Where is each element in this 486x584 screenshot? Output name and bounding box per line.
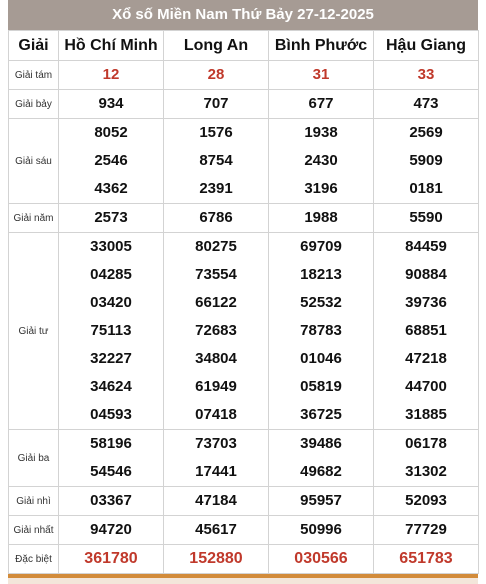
prize-cell — [164, 119, 269, 204]
prize-cell — [374, 233, 479, 430]
prize-row — [9, 90, 479, 119]
prize-number: 80275 — [195, 238, 237, 255]
prize-number: 66122 — [195, 294, 237, 311]
prize-number: 58196 — [90, 435, 132, 452]
prize-number: 1988 — [304, 209, 338, 226]
prize-row — [9, 61, 479, 90]
prize-number: 34804 — [195, 350, 237, 367]
prize-label: Giải nhì — [9, 487, 59, 516]
prize-number: 31302 — [405, 463, 447, 480]
prize-number: 8052 — [94, 124, 128, 141]
prize-cell — [374, 487, 479, 516]
results-title: Xổ số Miền Nam Thứ Bảy 27-12-2025 — [8, 0, 478, 30]
prize-cell — [269, 233, 374, 430]
prize-number: 651783 — [399, 550, 453, 567]
prize-row — [9, 545, 479, 574]
prize-cell — [59, 430, 164, 487]
prize-cell — [374, 61, 479, 90]
prize-number: 030566 — [294, 550, 348, 567]
prize-number: 52093 — [405, 492, 447, 509]
prize-number: 78783 — [300, 322, 342, 339]
prize-cell — [374, 516, 479, 545]
prize-number: 28 — [207, 66, 225, 83]
prize-row — [9, 119, 479, 204]
prize-number: 77729 — [405, 521, 447, 538]
prize-row — [9, 516, 479, 545]
prize-number: 03420 — [90, 294, 132, 311]
prize-number: 361780 — [84, 550, 138, 567]
prize-number: 52532 — [300, 294, 342, 311]
prize-number: 06178 — [405, 435, 447, 452]
prize-cell — [269, 204, 374, 233]
province-header: Long An — [164, 31, 269, 61]
prize-cell — [164, 90, 269, 119]
prize-number: 473 — [413, 95, 439, 112]
prize-number: 39736 — [405, 294, 447, 311]
prize-number: 2391 — [199, 180, 233, 197]
footer-strip — [8, 574, 478, 584]
province-header: Bình Phước — [269, 31, 374, 61]
prize-number: 54546 — [90, 463, 132, 480]
prize-number: 2569 — [409, 124, 443, 141]
prize-cell — [269, 119, 374, 204]
table-header-row — [9, 31, 479, 61]
prize-row — [9, 430, 479, 487]
prize-cell — [269, 516, 374, 545]
prize-number: 33 — [417, 66, 435, 83]
prize-cell — [59, 516, 164, 545]
prize-number: 47218 — [405, 350, 447, 367]
prize-cell — [269, 430, 374, 487]
prize-number: 31 — [312, 66, 330, 83]
prize-number: 2430 — [304, 152, 338, 169]
prize-number: 152880 — [189, 550, 243, 567]
prize-cell — [164, 487, 269, 516]
prize-label: Giải nhất — [9, 516, 59, 545]
prize-number: 12 — [102, 66, 120, 83]
prize-number: 90884 — [405, 266, 447, 283]
prize-number: 31885 — [405, 406, 447, 423]
lottery-results — [8, 0, 478, 584]
prize-number: 01046 — [300, 350, 342, 367]
prize-cell — [59, 90, 164, 119]
prize-cell — [59, 204, 164, 233]
province-header: Hậu Giang — [374, 31, 479, 61]
prize-column-header: Giải — [9, 31, 59, 61]
prize-cell — [59, 233, 164, 430]
prize-number: 50996 — [300, 521, 342, 538]
prize-number: 1576 — [199, 124, 233, 141]
prize-cell — [164, 430, 269, 487]
prize-number: 73703 — [195, 435, 237, 452]
results-table — [8, 30, 479, 574]
prize-number: 72683 — [195, 322, 237, 339]
prize-cell — [374, 204, 479, 233]
prize-cell — [374, 545, 479, 574]
prize-number: 07418 — [195, 406, 237, 423]
prize-cell — [374, 119, 479, 204]
prize-number: 34624 — [90, 378, 132, 395]
prize-label: Giải năm — [9, 204, 59, 233]
prize-number: 39486 — [300, 435, 342, 452]
prize-cell — [59, 487, 164, 516]
prize-cell — [59, 61, 164, 90]
prize-cell — [374, 90, 479, 119]
prize-number: 32227 — [90, 350, 132, 367]
prize-number: 5909 — [409, 152, 443, 169]
prize-number: 45617 — [195, 521, 237, 538]
prize-number: 2573 — [94, 209, 128, 226]
prize-number: 47184 — [195, 492, 237, 509]
prize-cell — [164, 61, 269, 90]
prize-number: 04285 — [90, 266, 132, 283]
prize-cell — [269, 90, 374, 119]
prize-row — [9, 233, 479, 430]
prize-number: 33005 — [90, 238, 132, 255]
prize-row — [9, 204, 479, 233]
prize-number: 75113 — [90, 322, 132, 339]
prize-label: Giải sáu — [9, 119, 59, 204]
prize-label: Giải bảy — [9, 90, 59, 119]
prize-cell — [59, 119, 164, 204]
prize-number: 707 — [203, 95, 229, 112]
prize-number: 95957 — [300, 492, 342, 509]
prize-number: 68851 — [405, 322, 447, 339]
prize-number: 0181 — [409, 180, 443, 197]
prize-number: 84459 — [405, 238, 447, 255]
prize-label: Giải tám — [9, 61, 59, 90]
prize-number: 04593 — [90, 406, 132, 423]
prize-number: 49682 — [300, 463, 342, 480]
prize-number: 44700 — [405, 378, 447, 395]
prize-number: 4362 — [94, 180, 128, 197]
prize-cell — [59, 545, 164, 574]
prize-cell — [164, 204, 269, 233]
prize-number: 05819 — [300, 378, 342, 395]
province-header: Hồ Chí Minh — [59, 31, 164, 61]
prize-row — [9, 487, 479, 516]
prize-number: 2546 — [94, 152, 128, 169]
prize-number: 17441 — [195, 463, 237, 480]
prize-cell — [269, 545, 374, 574]
prize-number: 61949 — [195, 378, 237, 395]
prize-number: 677 — [308, 95, 334, 112]
prize-number: 5590 — [409, 209, 443, 226]
prize-cell — [164, 233, 269, 430]
prize-number: 18213 — [300, 266, 342, 283]
prize-label: Giải tư — [9, 233, 59, 430]
prize-number: 8754 — [199, 152, 233, 169]
prize-number: 6786 — [199, 209, 233, 226]
prize-cell — [269, 61, 374, 90]
prize-number: 36725 — [300, 406, 342, 423]
prize-number: 69709 — [300, 238, 342, 255]
prize-number: 934 — [98, 95, 124, 112]
prize-cell — [164, 516, 269, 545]
prize-cell — [269, 487, 374, 516]
prize-label: Đặc biệt — [9, 545, 59, 574]
prize-number: 1938 — [304, 124, 338, 141]
prize-number: 94720 — [90, 521, 132, 538]
prize-cell — [374, 430, 479, 487]
prize-number: 3196 — [304, 180, 338, 197]
prize-number: 03367 — [90, 492, 132, 509]
prize-cell — [164, 545, 269, 574]
results-body — [9, 61, 479, 574]
prize-number: 73554 — [195, 266, 237, 283]
prize-label: Giải ba — [9, 430, 59, 487]
